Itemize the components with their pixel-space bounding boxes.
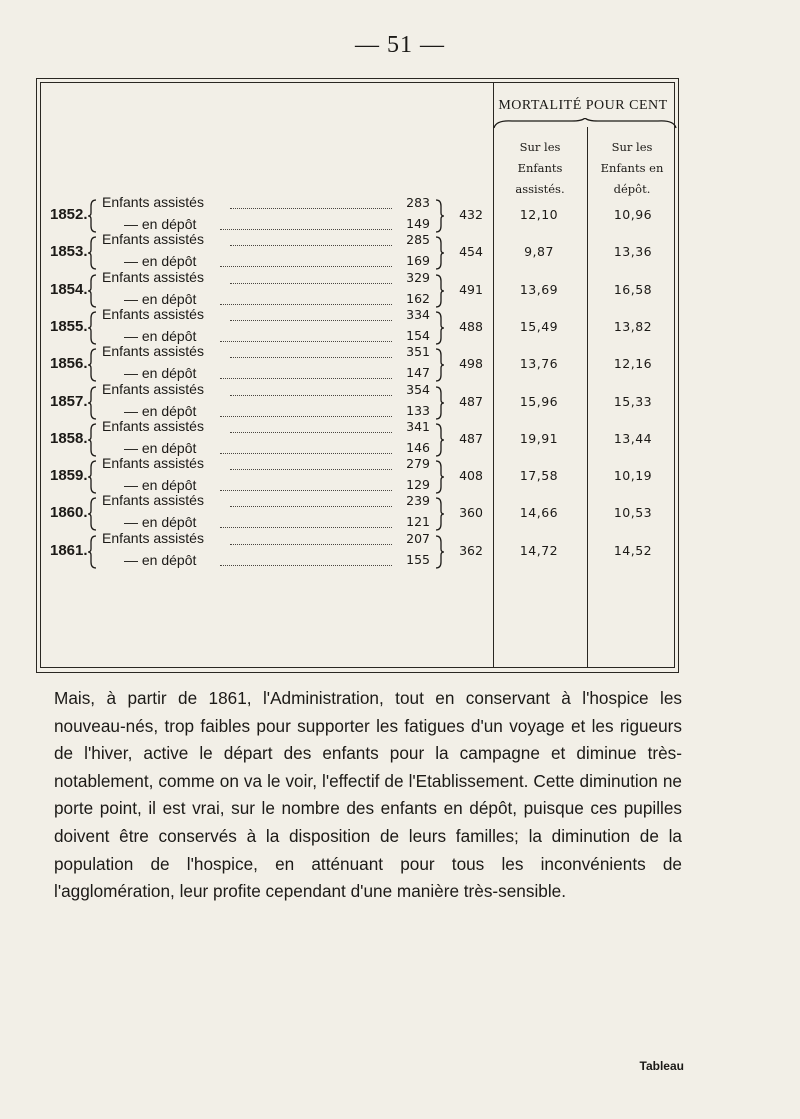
table-row: [0, 417, 800, 460]
col-header-line: Enfants en dépôt.: [600, 161, 664, 196]
row-year: 1860.: [50, 504, 88, 522]
row-total: 487: [459, 430, 483, 446]
leader-dots: [220, 404, 392, 417]
label-depot: — en dépôt: [124, 365, 197, 382]
pct-depot: 16,58: [613, 281, 653, 297]
count-assistes: 329: [406, 269, 430, 285]
row-total: 360: [459, 505, 483, 521]
label-assistes: Enfants assistés: [102, 343, 204, 360]
left-brace: [88, 347, 98, 383]
table-row: [0, 345, 800, 385]
col-header-assistes: [494, 137, 586, 200]
pct-assistes: 14,66: [519, 505, 559, 521]
leader-dots: [230, 420, 392, 433]
leader-dots: [220, 515, 392, 528]
count-assistes: 351: [406, 344, 430, 360]
label-assistes: Enfants assistés: [102, 380, 204, 397]
count-depot: 169: [406, 253, 430, 269]
leader-dots: [220, 478, 392, 491]
label-assistes: Enfants assistés: [102, 305, 204, 322]
leader-dots: [220, 292, 392, 305]
label-depot: — en dépôt: [124, 551, 197, 568]
leader-dots: [220, 553, 392, 566]
row-total: 491: [459, 281, 483, 297]
mortality-header: MORTALITÉ POUR CENT: [498, 98, 668, 113]
table-row: [0, 457, 800, 497]
label-assistes: Enfants assistés: [102, 194, 204, 210]
count-depot: 162: [406, 290, 430, 306]
row-total: 454: [459, 244, 483, 260]
right-brace: [434, 496, 444, 532]
row-total: 487: [459, 393, 483, 409]
row-year: 1861.: [50, 541, 88, 559]
count-depot: 154: [406, 327, 430, 343]
pct-assistes: 19,91: [519, 430, 559, 446]
count-assistes: 341: [406, 418, 430, 434]
table-row: [0, 529, 800, 572]
table-row: [0, 233, 800, 273]
count-depot: 149: [406, 216, 430, 231]
row-year: 1852.: [50, 206, 88, 223]
pct-assistes: 12,10: [519, 207, 559, 222]
count-assistes: 354: [406, 381, 430, 397]
label-depot: — en dépôt: [124, 402, 197, 419]
pct-depot: 13,36: [613, 244, 653, 260]
leader-dots: [230, 345, 392, 358]
right-brace: [434, 459, 444, 495]
left-brace: [88, 496, 98, 532]
label-depot: — en dépôt: [124, 290, 197, 307]
label-assistes: Enfants assistés: [102, 231, 204, 248]
table-row: [0, 494, 800, 534]
leader-dots: [230, 383, 392, 396]
pct-assistes: 17,58: [519, 468, 559, 484]
left-brace: [88, 198, 98, 234]
count-depot: 155: [406, 551, 430, 567]
pct-assistes: 14,72: [519, 542, 559, 558]
pct-depot: 13,44: [613, 430, 653, 446]
leader-dots: [230, 457, 392, 470]
label-assistes: Enfants assistés: [102, 529, 204, 546]
right-brace: [434, 534, 444, 570]
pct-depot: 14,52: [613, 542, 653, 558]
leader-dots: [230, 271, 392, 284]
row-year: 1853.: [50, 243, 88, 261]
left-brace: [88, 235, 98, 271]
left-brace: [88, 385, 98, 421]
label-depot: — en dépôt: [124, 439, 197, 456]
pct-assistes: 15,49: [519, 318, 559, 334]
left-brace: [88, 534, 98, 570]
label-depot: — en dépôt: [124, 327, 197, 344]
pct-depot: 12,16: [613, 356, 653, 372]
count-depot: 146: [406, 439, 430, 455]
table-row: [0, 380, 800, 423]
label-depot: — en dépôt: [124, 253, 197, 270]
right-brace: [434, 273, 444, 309]
left-brace: [88, 459, 98, 495]
table-row: [0, 305, 800, 348]
row-total: 432: [459, 207, 483, 222]
pct-depot: 15,33: [613, 393, 653, 409]
pct-depot: 10,96: [613, 207, 653, 222]
left-brace: [88, 310, 98, 346]
right-brace: [434, 235, 444, 271]
pct-assistes: 9,87: [524, 244, 554, 260]
leader-dots: [220, 441, 392, 454]
right-brace: [434, 198, 444, 234]
col-header-depot: [588, 137, 676, 200]
row-year: 1859.: [50, 467, 88, 485]
right-brace: [434, 347, 444, 383]
label-depot: — en dépôt: [124, 477, 197, 494]
count-depot: 147: [406, 365, 430, 381]
leader-dots: [230, 532, 392, 545]
body-paragraph: Mais, à partir de 1861, l'Administration, tout en conservant à l'hospice les nouveau-nés, trop faibles pour supporter les fatigues d'un voyage et les rigueurs de l'hiver, active le départ des enfants pour la campagne et diminue très-notablement, comme on va le voir, l'effectif de l'Etablissement. Cette diminution ne porte point, il est vrai, sur le nombre des enfants en dépôt, puisque ces pupilles doivent être conservés à la disposition de leurs familles; la diminution de la population de l'hospice, en atténuant pour tous les inconvénients de l'agglomération, leur profite cependant d'une manière très-sensible.: [54, 688, 682, 902]
count-assistes: 279: [406, 456, 430, 472]
row-year: 1857.: [50, 392, 88, 410]
count-assistes: 285: [406, 232, 430, 248]
row-year: 1856.: [50, 355, 88, 373]
right-brace: [434, 422, 444, 458]
count-assistes: 334: [406, 306, 430, 322]
left-brace: [88, 273, 98, 309]
right-brace: [434, 310, 444, 346]
count-assistes: 283: [406, 195, 430, 210]
count-assistes: 239: [406, 493, 430, 509]
leader-dots: [230, 308, 392, 321]
row-total: 498: [459, 356, 483, 372]
pct-assistes: 13,69: [519, 281, 559, 297]
table-row: [0, 196, 800, 236]
leader-dots: [220, 366, 392, 379]
pct-depot: 13,82: [613, 318, 653, 334]
count-depot: 133: [406, 402, 430, 418]
row-total: 362: [459, 542, 483, 558]
pct-assistes: 13,76: [519, 356, 559, 372]
label-depot: — en dépôt: [124, 216, 197, 232]
row-total: 408: [459, 468, 483, 484]
catchword: Tableau: [639, 1059, 684, 1073]
pct-assistes: 15,96: [519, 393, 559, 409]
col-header-line: Enfants assistés.: [515, 161, 565, 196]
leader-dots: [220, 329, 392, 342]
row-year: 1858.: [50, 429, 88, 447]
row-total: 488: [459, 318, 483, 334]
leader-dots: [220, 217, 392, 230]
col-header-line: Sur les: [519, 140, 561, 154]
leader-dots: [220, 254, 392, 267]
row-year: 1855.: [50, 317, 88, 335]
left-brace: [88, 422, 98, 458]
label-assistes: Enfants assistés: [102, 455, 204, 472]
col-header-line: Sur les: [611, 140, 653, 154]
count-assistes: 207: [406, 530, 430, 546]
pct-depot: 10,19: [613, 468, 653, 484]
pct-depot: 10,53: [613, 505, 653, 521]
right-brace: [434, 385, 444, 421]
label-assistes: Enfants assistés: [102, 268, 204, 285]
label-assistes: Enfants assistés: [102, 492, 204, 509]
leader-dots: [230, 233, 392, 246]
label-assistes: Enfants assistés: [102, 417, 204, 434]
leader-dots: [230, 196, 392, 209]
label-depot: — en dépôt: [124, 514, 197, 531]
page-number: — 51 —: [355, 32, 445, 58]
count-depot: 129: [406, 477, 430, 493]
row-year: 1854.: [50, 280, 88, 298]
count-depot: 121: [406, 514, 430, 530]
leader-dots: [230, 494, 392, 507]
header-brace: [492, 118, 678, 130]
table-row: [0, 268, 800, 311]
